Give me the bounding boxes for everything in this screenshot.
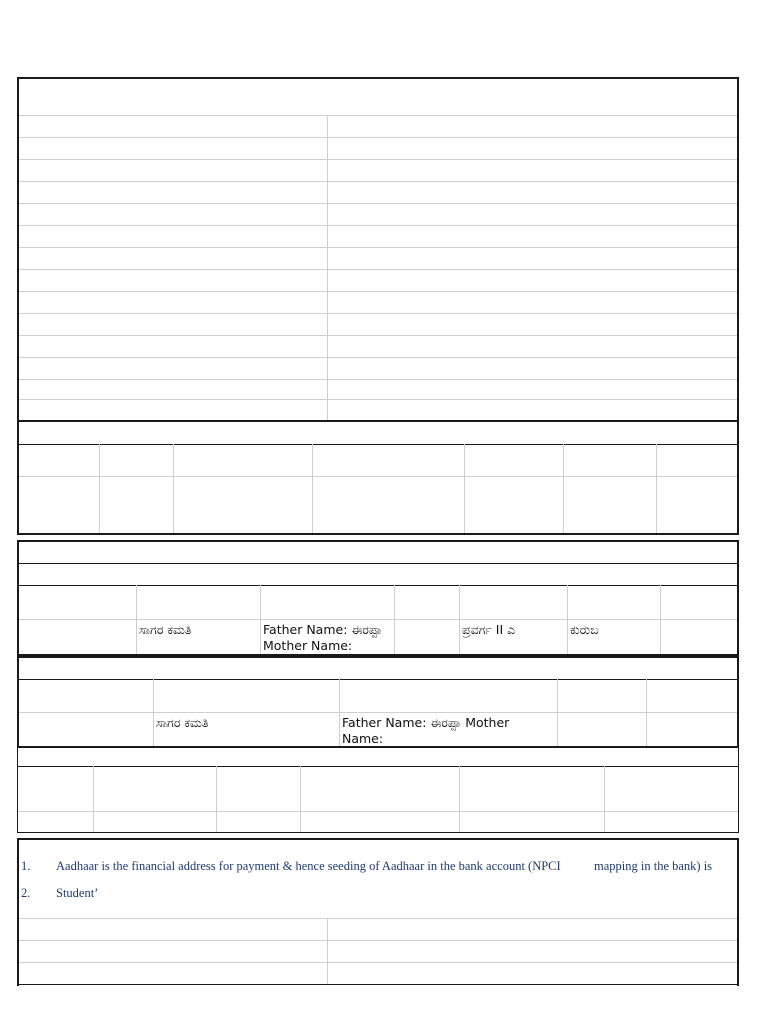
column-divider [260, 585, 261, 654]
column-divider [312, 444, 313, 533]
student-name: ಸಾಗರ ಕಮತಿ [139, 622, 192, 637]
mother-name: Mother Name: [263, 638, 353, 653]
row-divider [19, 137, 737, 138]
form-section-1 [17, 77, 739, 422]
note-2-text: Student’ [56, 886, 99, 900]
row-divider [18, 811, 738, 812]
row-divider [19, 984, 737, 985]
row-divider [19, 181, 737, 182]
student-name: ಸಾಗರ ಕಮತಿ [156, 715, 209, 730]
form-section-2 [17, 420, 739, 535]
column-divider [136, 585, 137, 654]
row-divider [18, 766, 738, 767]
row-divider [19, 203, 737, 204]
row-divider [19, 159, 737, 160]
column-divider [216, 766, 217, 832]
column-divider [459, 585, 460, 654]
column-divider [300, 766, 301, 832]
column-divider [557, 679, 558, 746]
form-section-5 [17, 746, 739, 833]
row-divider [19, 918, 737, 919]
form-section-4 [17, 656, 739, 748]
row-divider [19, 940, 737, 941]
column-divider [567, 585, 568, 654]
form-section-3 [17, 540, 739, 656]
row-divider [19, 313, 737, 314]
row-divider [19, 712, 737, 713]
row-divider [19, 247, 737, 248]
note-2-number: 2. [21, 886, 31, 900]
column-divider [339, 679, 340, 746]
column-divider [459, 766, 460, 832]
column-divider [563, 444, 564, 533]
row-divider [19, 399, 737, 400]
note-1-text: Aadhaar is the financial address for payment & hence seeding of Aadhaar in the bank account (NPCI [56, 859, 561, 873]
column-divider [327, 918, 328, 984]
note-1-tail: mapping in the bank) is [594, 859, 713, 873]
row-divider [19, 357, 737, 358]
row-divider [19, 269, 737, 270]
row-divider [19, 476, 737, 477]
column-divider [464, 444, 465, 533]
column-divider [327, 115, 328, 420]
column-divider [604, 766, 605, 832]
row-divider [19, 225, 737, 226]
column-divider [660, 585, 661, 654]
column-divider [153, 679, 154, 746]
column-divider [646, 679, 647, 746]
column-divider [93, 766, 94, 832]
row-divider [19, 619, 737, 620]
column-divider [394, 585, 395, 654]
form-section-6 [17, 838, 739, 986]
father-name: Father Name: ಈರಪ್ಪಾ [263, 622, 383, 637]
row-divider [19, 444, 737, 445]
row-divider [19, 962, 737, 963]
row-divider [19, 291, 737, 292]
mother-name-continued: Name: [342, 731, 384, 746]
row-divider [19, 379, 737, 380]
row-divider [19, 679, 737, 680]
row-divider [19, 585, 737, 586]
column-divider [99, 444, 100, 533]
note-1-number: 1. [21, 859, 31, 873]
column-divider [656, 444, 657, 533]
row-divider [19, 563, 737, 564]
row-divider [19, 335, 737, 336]
row-divider [19, 115, 737, 116]
column-divider [173, 444, 174, 533]
father-mother-name: Father Name: ಈರಪ್ಪಾ Mother [342, 715, 510, 730]
category: ಪ್ರವರ್ಗ II ಎ [462, 622, 516, 637]
caste: ಕುರುಬ [570, 622, 599, 637]
